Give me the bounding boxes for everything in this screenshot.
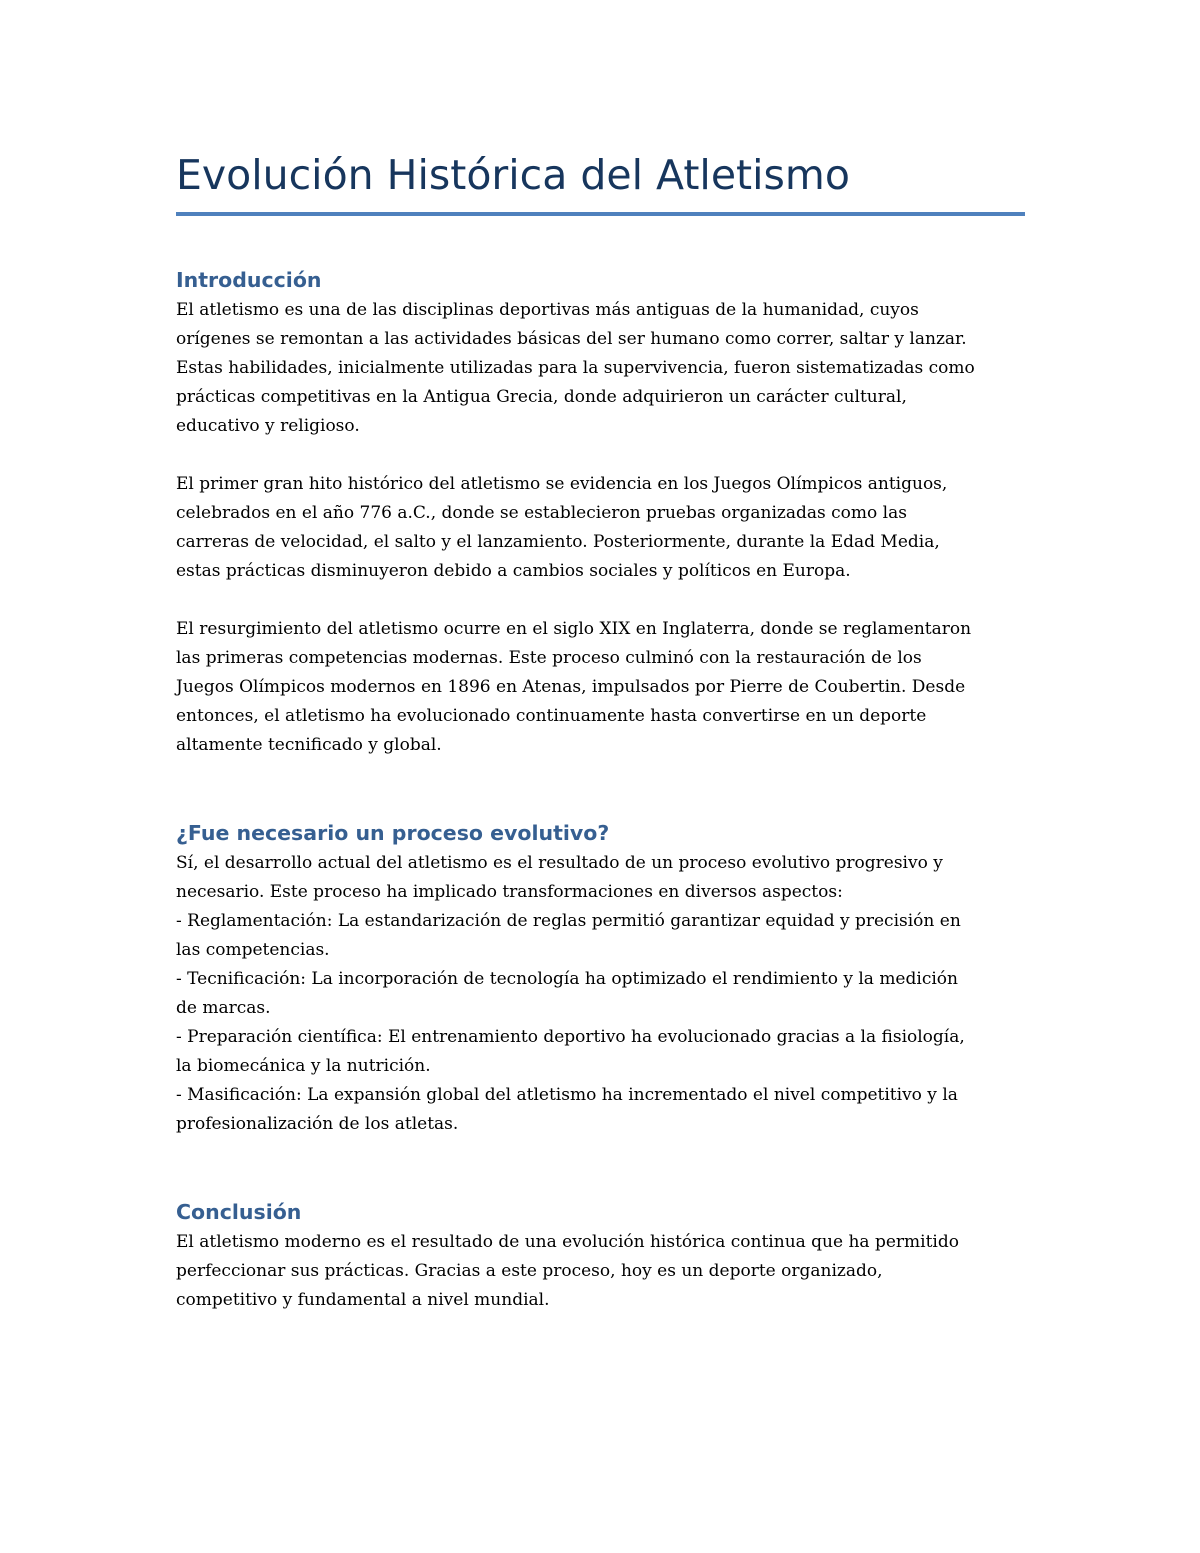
document-title: Evolución Histórica del Atletismo (176, 151, 850, 199)
text-line: altamente tecnificado y global. (176, 735, 442, 755)
text-line: educativo y religioso. (176, 416, 360, 436)
text-line: El resurgimiento del atletismo ocurre en el siglo XIX en Inglaterra, donde se reglamentaron (176, 619, 972, 639)
text-line: las competencias. (176, 940, 330, 960)
paragraph-intro-3 (176, 615, 1026, 760)
text-line: prácticas competitivas en la Antigua Grecia, donde adquirieron un carácter cultural, (176, 387, 907, 407)
text-line: El atletismo es una de las disciplinas deportivas más antiguas de la humanidad, cuyos (176, 300, 919, 320)
text-line: la biomecánica y la nutrición. (176, 1056, 431, 1076)
text-line: profesionalización de los atletas. (176, 1114, 459, 1134)
heading-conclusion: Conclusión (176, 1200, 302, 1224)
text-line: de marcas. (176, 998, 271, 1018)
text-line: celebrados en el año 776 a.C., donde se establecieron pruebas organizadas como las (176, 503, 907, 523)
paragraph-intro-2 (176, 470, 1026, 586)
document-content (176, 140, 1026, 1315)
text-line: El atletismo moderno es el resultado de una evolución histórica continua que ha permitido (176, 1232, 959, 1252)
heading-introduccion: Introducción (176, 268, 322, 292)
list-item: - Reglamentación: La estandarización de reglas permitió garantizar equidad y precisión en (176, 911, 961, 931)
text-line: Juegos Olímpicos modernos en 1896 en Atenas, impulsados por Pierre de Coubertin. Desde (176, 677, 966, 697)
heading-proceso-evolutivo: ¿Fue necesario un proceso evolutivo? (176, 821, 610, 845)
paragraph-proceso (176, 849, 1026, 1139)
text-line: competitivo y fundamental a nivel mundial. (176, 1290, 550, 1310)
text-line: carreras de velocidad, el salto y el lanzamiento. Posteriormente, durante la Edad Media, (176, 532, 940, 552)
text-line: Estas habilidades, inicialmente utilizadas para la supervivencia, fueron sistematizadas como (176, 358, 975, 378)
text-line: las primeras competencias modernas. Este proceso culminó con la restauración de los (176, 648, 922, 668)
paragraph-intro-1 (176, 296, 1026, 441)
text-line: necesario. Este proceso ha implicado transformaciones en diversos aspectos: (176, 882, 843, 902)
text-line: orígenes se remontan a las actividades básicas del ser humano como correr, saltar y lanzar. (176, 329, 967, 349)
text-line: estas prácticas disminuyeron debido a cambios sociales y políticos en Europa. (176, 561, 851, 581)
title-underline (176, 212, 1025, 216)
text-line: El primer gran hito histórico del atletismo se evidencia en los Juegos Olímpicos antiguos, (176, 474, 948, 494)
list-item: - Masificación: La expansión global del atletismo ha incrementado el nivel competitivo y la (176, 1085, 958, 1105)
paragraph-conclusion (176, 1228, 1026, 1315)
text-line: Sí, el desarrollo actual del atletismo es el resultado de un proceso evolutivo progresivo y (176, 853, 943, 873)
list-item: - Tecnificación: La incorporación de tecnología ha optimizado el rendimiento y la medición (176, 969, 958, 989)
list-item: - Preparación científica: El entrenamiento deportivo ha evolucionado gracias a la fisiología, (176, 1027, 965, 1047)
text-line: perfeccionar sus prácticas. Gracias a este proceso, hoy es un deporte organizado, (176, 1261, 883, 1281)
text-line: entonces, el atletismo ha evolucionado continuamente hasta convertirse en un deporte (176, 706, 927, 726)
